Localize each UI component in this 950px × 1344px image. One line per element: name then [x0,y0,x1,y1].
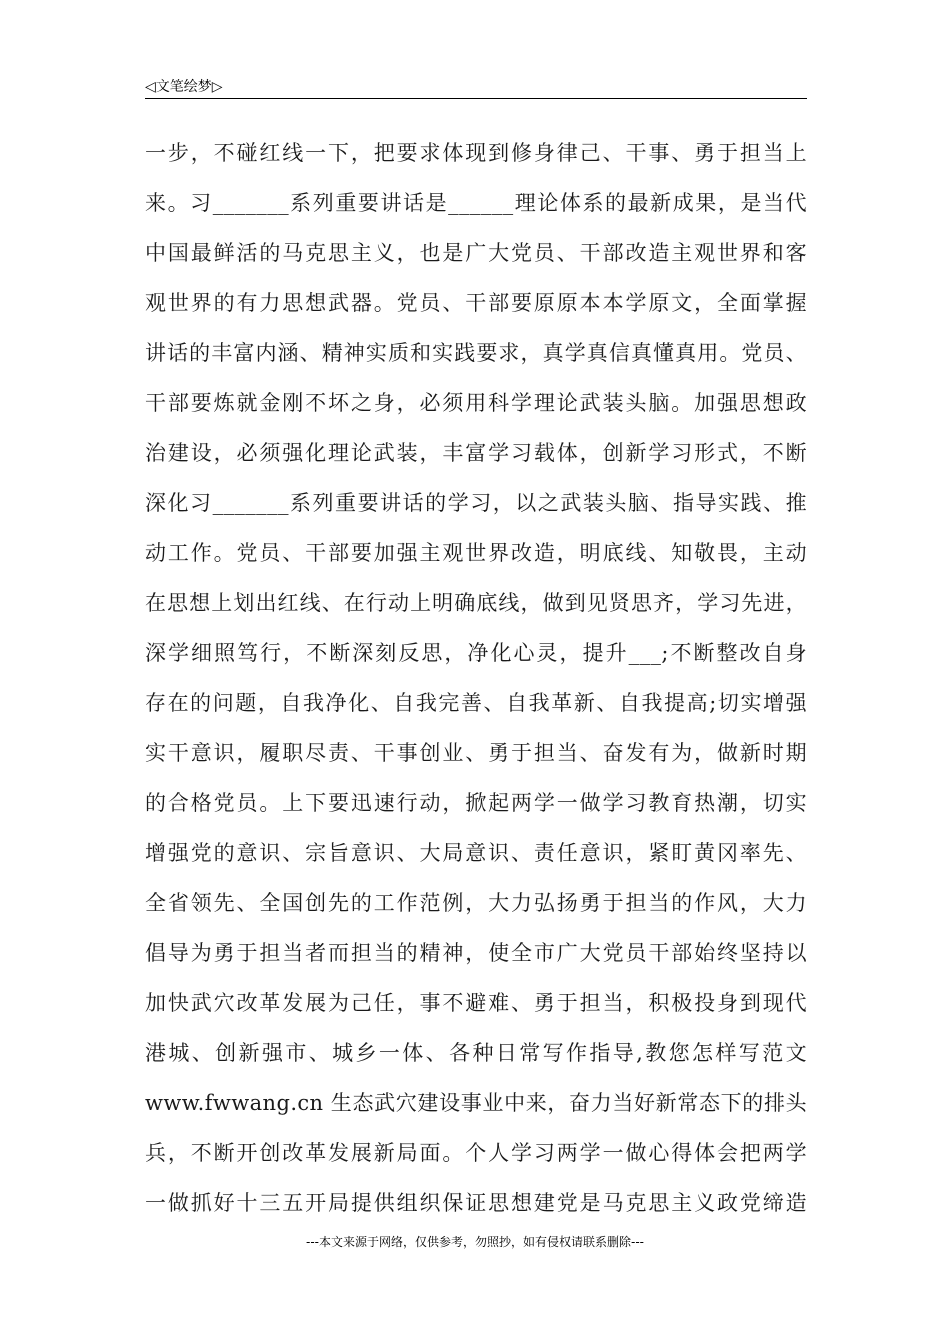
text-line: 兵，不断开创改革发展新局面。个人学习两学一做心得体会把两学 [145,1141,807,1165]
text-line: 来。习_______系列重要讲话是______理论体系的最新成果，是当代 [145,191,807,215]
page-header [145,74,807,99]
page-footer: ---本文来源于网络，仅供参考，勿照抄，如有侵权请联系删除--- [306,1235,644,1249]
text-line: 观世界的有力思想武器。党员、干部要原原本本学原文，全面掌握 [145,291,807,315]
document-body [145,128,807,1228]
text-line: 实干意识，履职尽责、干事创业、勇于担当、奋发有为，做新时期 [145,741,807,765]
text-line: 一步，不碰红线一下，把要求体现到修身律己、干事、勇于担当上 [145,141,807,165]
text-line: 的合格党员。上下要迅速行动，掀起两学一做学习教育热潮，切实 [145,791,807,815]
text-line: 深学细照笃行，不断深刻反思，净化心灵，提升___;不断整改自身 [145,641,807,665]
text-line: 存在的问题，自我净化、自我完善、自我革新、自我提高;切实增强 [145,691,807,715]
text-line: 在思想上划出红线、在行动上明确底线，做到见贤思齐，学习先进， [145,591,807,615]
header-title: ◁文笔绘梦▷ [145,79,223,95]
text-line: 深化习_______系列重要讲话的学习，以之武装头脑、指导实践、推 [145,491,807,515]
text-line: 治建设，必须强化理论武装，丰富学习载体，创新学习形式，不断 [145,441,807,465]
text-line: 倡导为勇于担当者而担当的精神，使全市广大党员干部始终坚持以 [145,941,807,965]
text-line: www.fwwang.cn 生态武穴建设事业中来，奋力当好新常态下的排头 [145,1091,807,1115]
text-line: 一做抓好十三五开局提供组织保证思想建党是马克思主义政党缔造 [145,1191,807,1215]
text-line: 干部要炼就金刚不坏之身，必须用科学理论武装头脑。加强思想政 [145,391,807,415]
text-line: 讲话的丰富内涵、精神实质和实践要求，真学真信真懂真用。党员、 [145,341,807,365]
text-line: 加快武穴改革发展为己任，事不避难、勇于担当，积极投身到现代 [145,991,807,1015]
text-line: 全省领先、全国创先的工作范例，大力弘扬勇于担当的作风，大力 [145,891,807,915]
text-line: 中国最鲜活的马克思主义，也是广大党员、干部改造主观世界和客 [145,241,807,265]
text-line: 港城、创新强市、城乡一体、各种日常写作指导,教您怎样写范文 [145,1041,807,1065]
text-line: 动工作。党员、干部要加强主观世界改造，明底线、知敬畏，主动 [145,541,807,565]
text-line: 增强党的意识、宗旨意识、大局意识、责任意识，紧盯黄冈率先、 [145,841,807,865]
